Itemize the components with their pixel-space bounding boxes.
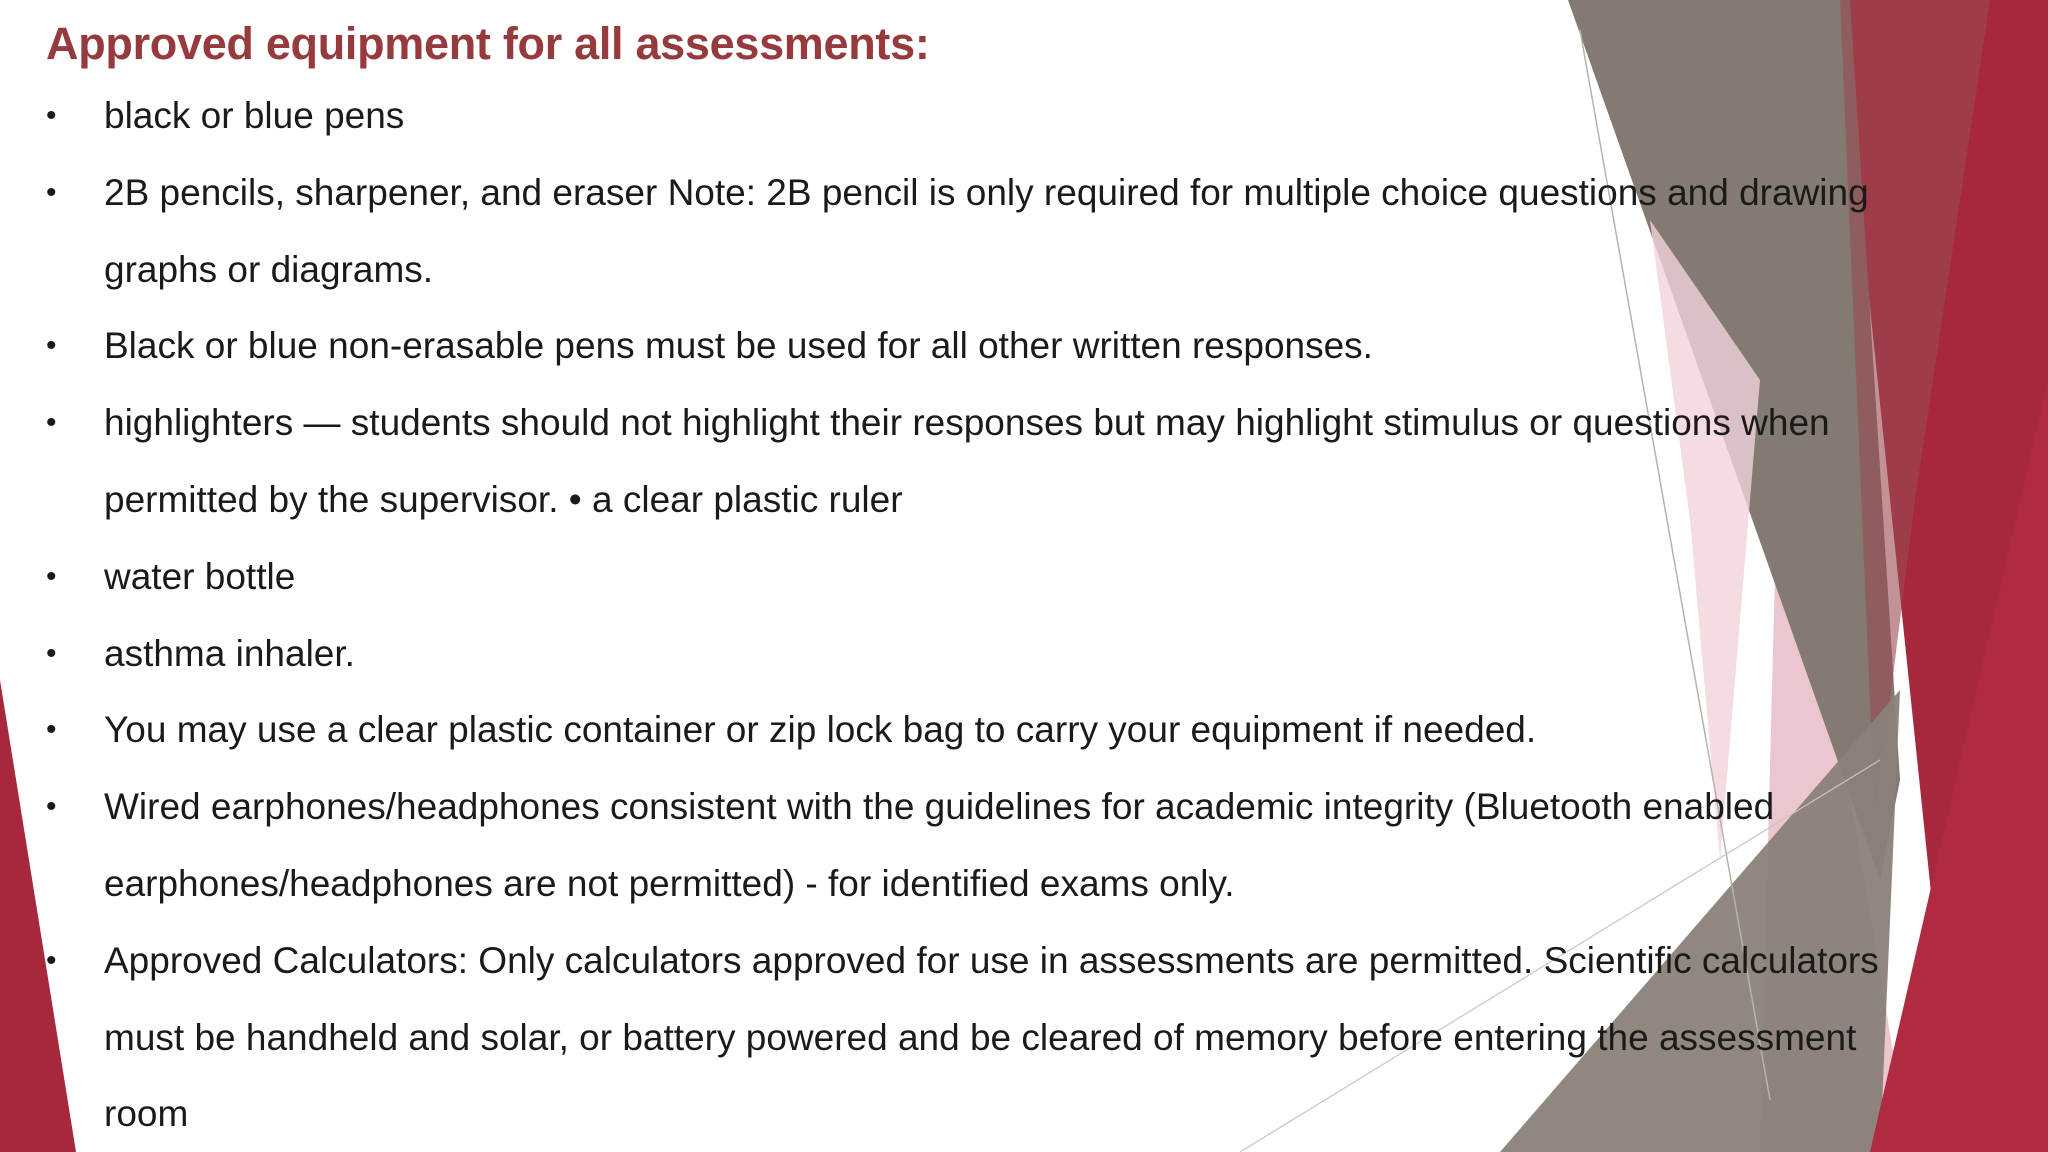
list-item-text: highlighters — students should not highlight their responses but may highlight stimulus or questions when permitted by the supervisor. • a clear plastic ruler [104, 402, 1830, 520]
list-item-text: asthma inhaler. [104, 632, 355, 674]
bullet-marker: • [46, 99, 57, 132]
list-item-text: Wired earphones/headphones consistent with the guidelines for academic integrity (Bluetooth enabled earphones/headphones are not permitted) - for identified exams only. [104, 786, 1775, 904]
list-item [46, 155, 1946, 309]
list-item [46, 308, 1946, 385]
bullet-marker: • [46, 636, 57, 670]
bullet-marker: • [46, 329, 57, 363]
list-item [46, 692, 1946, 769]
bullet-marker: • [46, 559, 57, 593]
list-item [46, 539, 1946, 616]
list-item [46, 78, 1946, 155]
list-item-text: 2B pencils, sharpener, and eraser Note: 2B pencil is only required for multiple choice questions and drawing graphs or diagrams. [104, 171, 1869, 290]
equipment-list [46, 78, 1946, 1152]
bullet-marker: • [46, 713, 57, 747]
bullet-marker: • [46, 406, 57, 440]
list-item-text: black or blue pens [104, 95, 405, 136]
slide-content [46, 14, 1946, 1152]
list-item-text: Black or blue non-erasable pens must be used for all other written responses. [104, 325, 1373, 367]
list-item [46, 616, 1946, 693]
list-item-text: Approved Calculators: Only calculators approved for use in assessments are permitted. Scientific calculators must be handheld and solar, or battery powered and be cleared of memory before entering the assessment room [104, 939, 1879, 1135]
list-item [46, 385, 1946, 539]
bullet-marker: • [46, 943, 57, 977]
slide-title: Approved equipment for all assessments: [46, 18, 930, 69]
list-item-text: You may use a clear plastic container or zip lock bag to carry your equipment if needed. [104, 709, 1537, 751]
bullet-marker: • [46, 175, 57, 209]
list-item [46, 923, 1946, 1152]
bullet-marker: • [46, 790, 57, 824]
list-item [46, 769, 1946, 923]
list-item-text: water bottle [104, 555, 296, 597]
